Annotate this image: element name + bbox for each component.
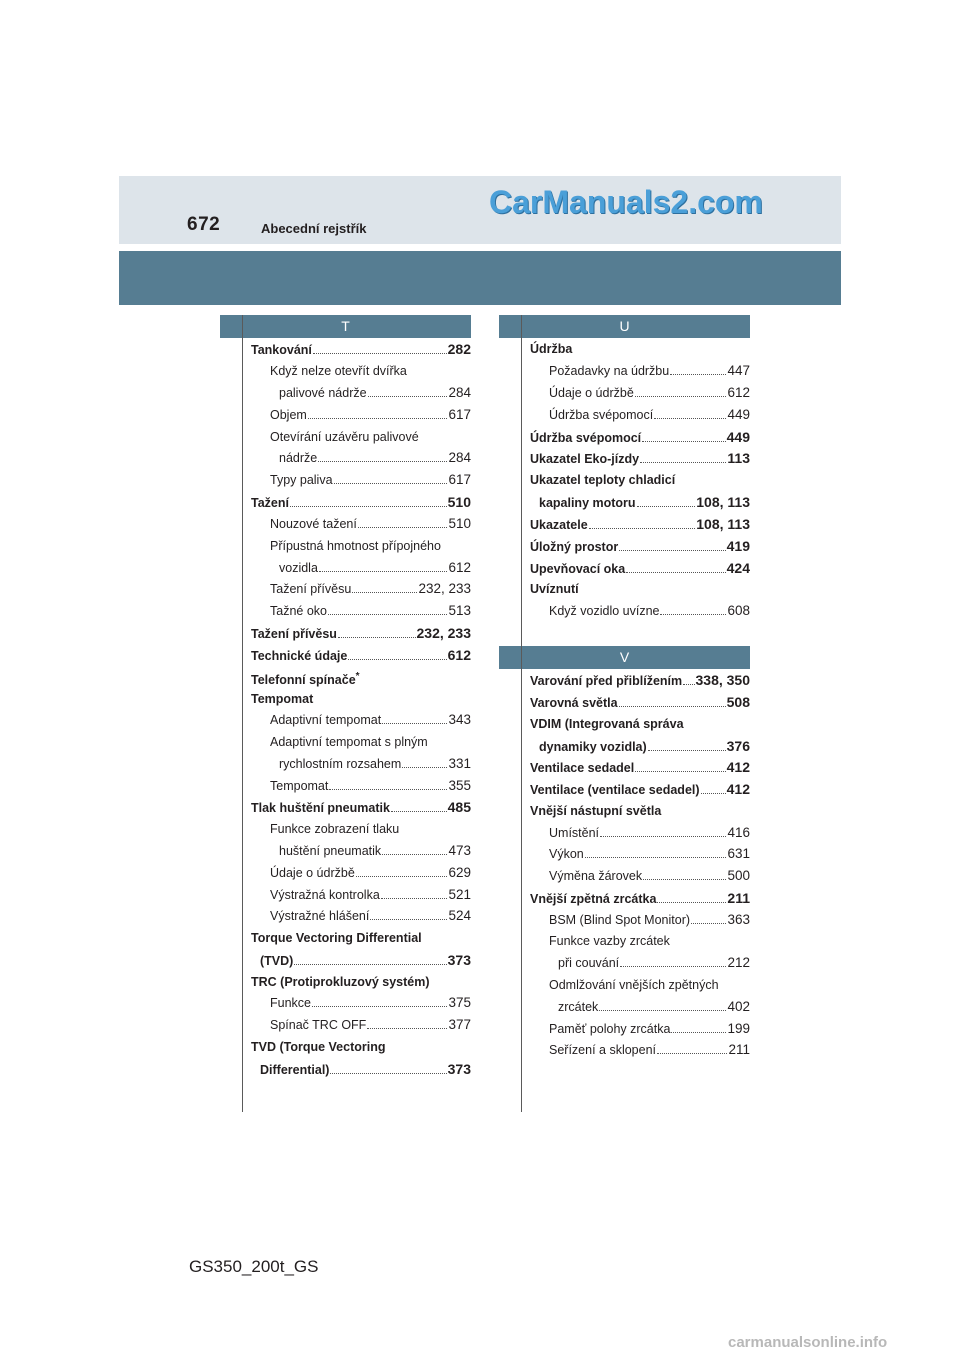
index-subentry: Funkce vazby zrcátek — [549, 934, 670, 948]
dot-leader — [356, 876, 448, 877]
entry-page-ref: 377 — [448, 1017, 471, 1032]
entry-label: Úložný prostor — [530, 540, 619, 554]
dot-leader — [334, 483, 448, 484]
entry-page-ref: 631 — [727, 846, 750, 861]
entry-page-ref: 419 — [726, 538, 750, 554]
dot-leader — [318, 461, 447, 462]
dot-leader — [637, 506, 696, 507]
entry-page-ref: 510 — [447, 494, 471, 510]
index-entry[interactable] — [251, 647, 471, 664]
index-subentry[interactable] — [549, 868, 750, 884]
entry-page-ref: 521 — [448, 887, 471, 902]
entry-page-ref: 108, 113 — [696, 516, 750, 532]
index-entry[interactable] — [530, 694, 750, 711]
index-entry[interactable] — [260, 1061, 471, 1078]
index-entry[interactable] — [251, 799, 471, 816]
index-subentry: Odmlžování vnějších zpětných — [549, 978, 719, 992]
entry-page-ref: 612 — [447, 647, 471, 663]
entry-page-ref: 402 — [727, 999, 750, 1014]
entry-page-ref: 513 — [448, 603, 471, 618]
index-subentry: Když nelze otevřít dvířka — [270, 364, 407, 378]
dot-leader — [370, 919, 447, 920]
index-entry: Ukazatel teploty chladicí — [530, 473, 676, 487]
entry-page-ref: 338, 350 — [695, 672, 750, 688]
entry-label: BSM (Blind Spot Monitor) — [549, 913, 691, 927]
entry-page-ref: 412 — [726, 781, 750, 797]
dot-leader — [635, 771, 725, 772]
entry-label: palivové nádrže — [279, 386, 367, 400]
entry-label: Tažení přívěsu — [270, 582, 352, 596]
dot-leader — [657, 902, 726, 903]
dot-leader — [619, 550, 725, 551]
entry-page-ref: 500 — [727, 868, 750, 883]
index-subentry[interactable] — [279, 843, 471, 859]
dot-leader — [319, 571, 448, 572]
dot-leader — [391, 811, 447, 812]
dot-leader — [626, 572, 725, 573]
index-entry[interactable] — [530, 450, 750, 467]
index-entry[interactable] — [260, 952, 471, 969]
watermark-site[interactable]: carmanualsonline.info — [728, 1334, 888, 1351]
entry-page-ref: 373 — [447, 1061, 471, 1077]
entry-label: Když vozidlo uvízne — [549, 604, 660, 618]
index-subentry[interactable] — [270, 516, 471, 532]
entry-label: Výstražné hlášení — [270, 909, 370, 923]
dot-leader — [348, 659, 446, 660]
index-subentry[interactable] — [270, 887, 471, 903]
dot-leader — [600, 836, 726, 837]
entry-page-ref: 485 — [447, 799, 471, 815]
dot-leader — [619, 706, 726, 707]
dot-leader — [660, 614, 726, 615]
entry-page-ref: 331 — [448, 756, 471, 771]
entry-label: Funkce — [270, 996, 311, 1010]
dot-leader — [402, 767, 447, 768]
entry-page-ref: 608 — [727, 603, 750, 618]
running-title: Abecední rejstřík — [261, 221, 367, 236]
entry-label: Seřízení a sklopení — [549, 1043, 657, 1057]
entry-page-ref: 355 — [448, 778, 471, 793]
entry-page-ref: 524 — [448, 908, 471, 923]
index-entry: Údržba — [530, 342, 573, 356]
index-entry[interactable] — [530, 672, 750, 689]
index-subentry: Funkce zobrazení tlaku — [270, 822, 400, 836]
entry-page-ref: 508 — [726, 694, 750, 710]
entry-label: Ventilace sedadel — [530, 761, 635, 775]
index-subentry[interactable] — [270, 865, 471, 881]
entry-label: Differential) — [260, 1063, 330, 1077]
entry-label: Tempomat — [270, 779, 329, 793]
entry-page-ref: 629 — [448, 865, 471, 880]
dot-leader — [671, 1032, 726, 1033]
dot-leader — [338, 637, 416, 638]
index-entry[interactable] — [530, 516, 750, 533]
entry-label: Vnější zpětná zrcátka — [530, 892, 657, 906]
entry-label: Tlak huštění pneumatik — [251, 801, 390, 815]
index-subentry[interactable] — [270, 995, 471, 1011]
dot-leader — [654, 418, 726, 419]
entry-page-ref: 617 — [448, 407, 471, 422]
entry-page-ref: 284 — [448, 385, 471, 400]
entry-label: Požadavky na údržbu — [549, 364, 670, 378]
entry-page-ref: 510 — [448, 516, 471, 531]
index-entry[interactable] — [251, 625, 471, 642]
dot-leader — [640, 462, 726, 463]
entry-page-ref: 376 — [726, 738, 750, 754]
entry-page-ref: 416 — [727, 825, 750, 840]
entry-page-ref: 449 — [727, 407, 750, 422]
entry-label: Údaje o údržbě — [549, 386, 634, 400]
dot-leader — [643, 879, 726, 880]
entry-page-ref: 282 — [447, 341, 471, 357]
index-entry[interactable] — [530, 560, 750, 577]
index-subentry[interactable] — [549, 603, 750, 619]
dot-leader — [328, 614, 447, 615]
watermark-logo[interactable]: CarManuals2.com — [489, 184, 763, 220]
dot-leader — [312, 1006, 447, 1007]
entry-page-ref: 113 — [727, 450, 750, 466]
index-entry: TRC (Protiprokluzový systém) — [251, 975, 430, 989]
index-entry: Torque Vectoring Differential — [251, 931, 422, 945]
index-entry[interactable] — [539, 494, 750, 511]
entry-label: Výstražná kontrolka — [270, 888, 380, 902]
index-subentry[interactable] — [549, 1042, 750, 1058]
entry-label: kapaliny motoru — [539, 496, 636, 510]
entry-page-ref: 232, 233 — [418, 581, 471, 596]
entry-page-ref: 284 — [448, 450, 471, 465]
dot-leader — [642, 441, 726, 442]
dot-leader — [670, 374, 726, 375]
entry-label: Údržba svépomocí — [530, 431, 642, 445]
entry-label: Typy paliva — [270, 473, 333, 487]
entry-page-ref: 211 — [727, 890, 750, 906]
entry-label: Paměť polohy zrcátka — [549, 1022, 671, 1036]
entry-label: dynamiky vozidla) — [539, 740, 647, 754]
dot-leader — [691, 923, 726, 924]
dot-leader — [290, 506, 447, 507]
index-subentry[interactable] — [549, 1021, 750, 1037]
index-subentry[interactable] — [270, 581, 471, 597]
entry-label: Údržba svépomocí — [549, 408, 654, 422]
dot-leader — [657, 1053, 727, 1054]
index-subentry: Adaptivní tempomat s plným — [270, 735, 428, 749]
index-entry: Vnější nástupní světla — [530, 804, 662, 818]
index-entry[interactable] — [251, 341, 471, 358]
decorative-band — [119, 251, 841, 305]
entry-label: Tažné oko — [270, 604, 327, 618]
dot-leader — [308, 418, 448, 419]
section-header-v: V — [499, 646, 750, 669]
entry-page-ref: 449 — [726, 429, 750, 445]
entry-label: Objem — [270, 408, 307, 422]
index-subentry[interactable] — [549, 912, 750, 928]
dot-leader — [648, 750, 726, 751]
index-subentry[interactable] — [270, 778, 471, 794]
dot-leader — [381, 898, 448, 899]
entry-label: vozidla — [279, 561, 318, 575]
dot-leader — [589, 528, 696, 529]
dot-leader — [382, 854, 447, 855]
index-entry[interactable] — [530, 890, 750, 907]
entry-page-ref: 211 — [728, 1042, 750, 1057]
footnote-marker: * — [355, 671, 360, 682]
entry-page-ref: 424 — [726, 560, 750, 576]
index-entry[interactable] — [530, 759, 750, 776]
entry-label: rychlostním rozsahem — [279, 757, 402, 771]
entry-label: Výměna žárovek — [549, 869, 643, 883]
index-entry: Uvíznutí — [530, 582, 579, 596]
dot-leader — [683, 684, 694, 685]
entry-label: Spínač TRC OFF — [270, 1018, 367, 1032]
index-subentry[interactable] — [270, 908, 471, 924]
index-subentry[interactable] — [279, 756, 471, 772]
dot-leader — [294, 964, 446, 965]
index-subentry[interactable] — [549, 363, 750, 379]
entry-label: Technické údaje — [251, 649, 348, 663]
index-subentry[interactable] — [549, 825, 750, 841]
entry-page-ref: 473 — [448, 843, 471, 858]
entry-label: při couvání — [558, 956, 620, 970]
entry-page-ref: 199 — [727, 1021, 750, 1036]
index-subentry[interactable] — [558, 999, 750, 1015]
entry-label: Telefonní spínače — [251, 673, 356, 688]
index-subentry[interactable] — [270, 472, 471, 488]
index-subentry[interactable] — [270, 1017, 471, 1033]
entry-label: Upevňovací oka — [530, 562, 626, 576]
entry-page-ref: 375 — [448, 995, 471, 1010]
index-entry[interactable] — [530, 538, 750, 555]
dot-leader — [599, 1010, 726, 1011]
entry-label: Tankování — [251, 343, 312, 357]
dot-leader — [330, 1073, 446, 1074]
entry-label: Varovná světla — [530, 696, 618, 710]
entry-label: Ventilace (ventilace sedadel) — [530, 783, 700, 797]
column-rule-left — [242, 315, 243, 1112]
entry-page-ref: 363 — [727, 912, 750, 927]
entry-label: Adaptivní tempomat — [270, 713, 382, 727]
entry-page-ref: 612 — [727, 385, 750, 400]
page-number: 672 — [187, 214, 221, 235]
entry-label: Ukazatel Eko-jízdy — [530, 452, 640, 466]
dot-leader — [382, 723, 447, 724]
index-entry[interactable] — [251, 494, 471, 511]
entry-label: zrcátek — [558, 1000, 599, 1014]
section-header-u: U — [499, 315, 750, 338]
entry-page-ref: 612 — [448, 560, 471, 575]
index-subentry[interactable] — [270, 407, 471, 423]
column-rule-right — [521, 315, 522, 1112]
entry-page-ref: 617 — [448, 472, 471, 487]
index-subentry[interactable] — [558, 955, 750, 971]
dot-leader — [585, 857, 727, 858]
dot-leader — [701, 793, 726, 794]
dot-leader — [352, 592, 417, 593]
index-entry[interactable] — [251, 669, 360, 688]
entry-label: Ukazatele — [530, 518, 588, 532]
entry-label: huštění pneumatik — [279, 844, 382, 858]
index-subentry[interactable] — [279, 385, 471, 401]
entry-label: Nouzové tažení — [270, 517, 357, 531]
index-subentry[interactable] — [270, 712, 471, 728]
entry-label: Tažení přívěsu — [251, 627, 337, 641]
index-entry: TVD (Torque Vectoring — [251, 1040, 386, 1054]
entry-page-ref: 212 — [727, 955, 750, 970]
index-subentry[interactable] — [549, 385, 750, 401]
entry-label: (TVD) — [260, 954, 294, 968]
dot-leader — [313, 353, 447, 354]
index-subentry[interactable] — [549, 407, 750, 423]
index-entry[interactable] — [530, 429, 750, 446]
entry-page-ref: 343 — [448, 712, 471, 727]
entry-page-ref: 412 — [726, 759, 750, 775]
entry-page-ref: 232, 233 — [416, 625, 471, 641]
dot-leader — [368, 396, 448, 397]
index-entry: VDIM (Integrovaná správa — [530, 717, 684, 731]
entry-label: Tažení — [251, 496, 289, 510]
entry-page-ref: 447 — [727, 363, 750, 378]
index-entry: Tempomat — [251, 692, 314, 706]
entry-page-ref: 108, 113 — [696, 494, 750, 510]
index-subentry[interactable] — [270, 603, 471, 619]
index-subentry[interactable] — [279, 450, 471, 466]
index-entry[interactable] — [539, 738, 750, 755]
index-entry[interactable] — [530, 781, 750, 798]
dot-leader — [367, 1028, 447, 1029]
entry-label: Umístění — [549, 826, 600, 840]
index-subentry[interactable] — [279, 560, 471, 576]
entry-label: Varování před přiblížením — [530, 674, 683, 688]
entry-page-ref: 373 — [447, 952, 471, 968]
dot-leader — [358, 527, 448, 528]
index-subentry[interactable] — [549, 846, 750, 862]
dot-leader — [620, 966, 726, 967]
entry-label: Údaje o údržbě — [270, 866, 355, 880]
index-subentry: Otevírání uzávěru palivové — [270, 430, 419, 444]
entry-label: nádrže — [279, 451, 318, 465]
entry-label: Výkon — [549, 847, 584, 861]
dot-leader — [329, 789, 447, 790]
model-code: GS350_200t_GS — [189, 1257, 319, 1276]
dot-leader — [635, 396, 727, 397]
index-subentry: Přípustná hmotnost přípojného — [270, 539, 441, 553]
section-header-t: T — [220, 315, 471, 338]
